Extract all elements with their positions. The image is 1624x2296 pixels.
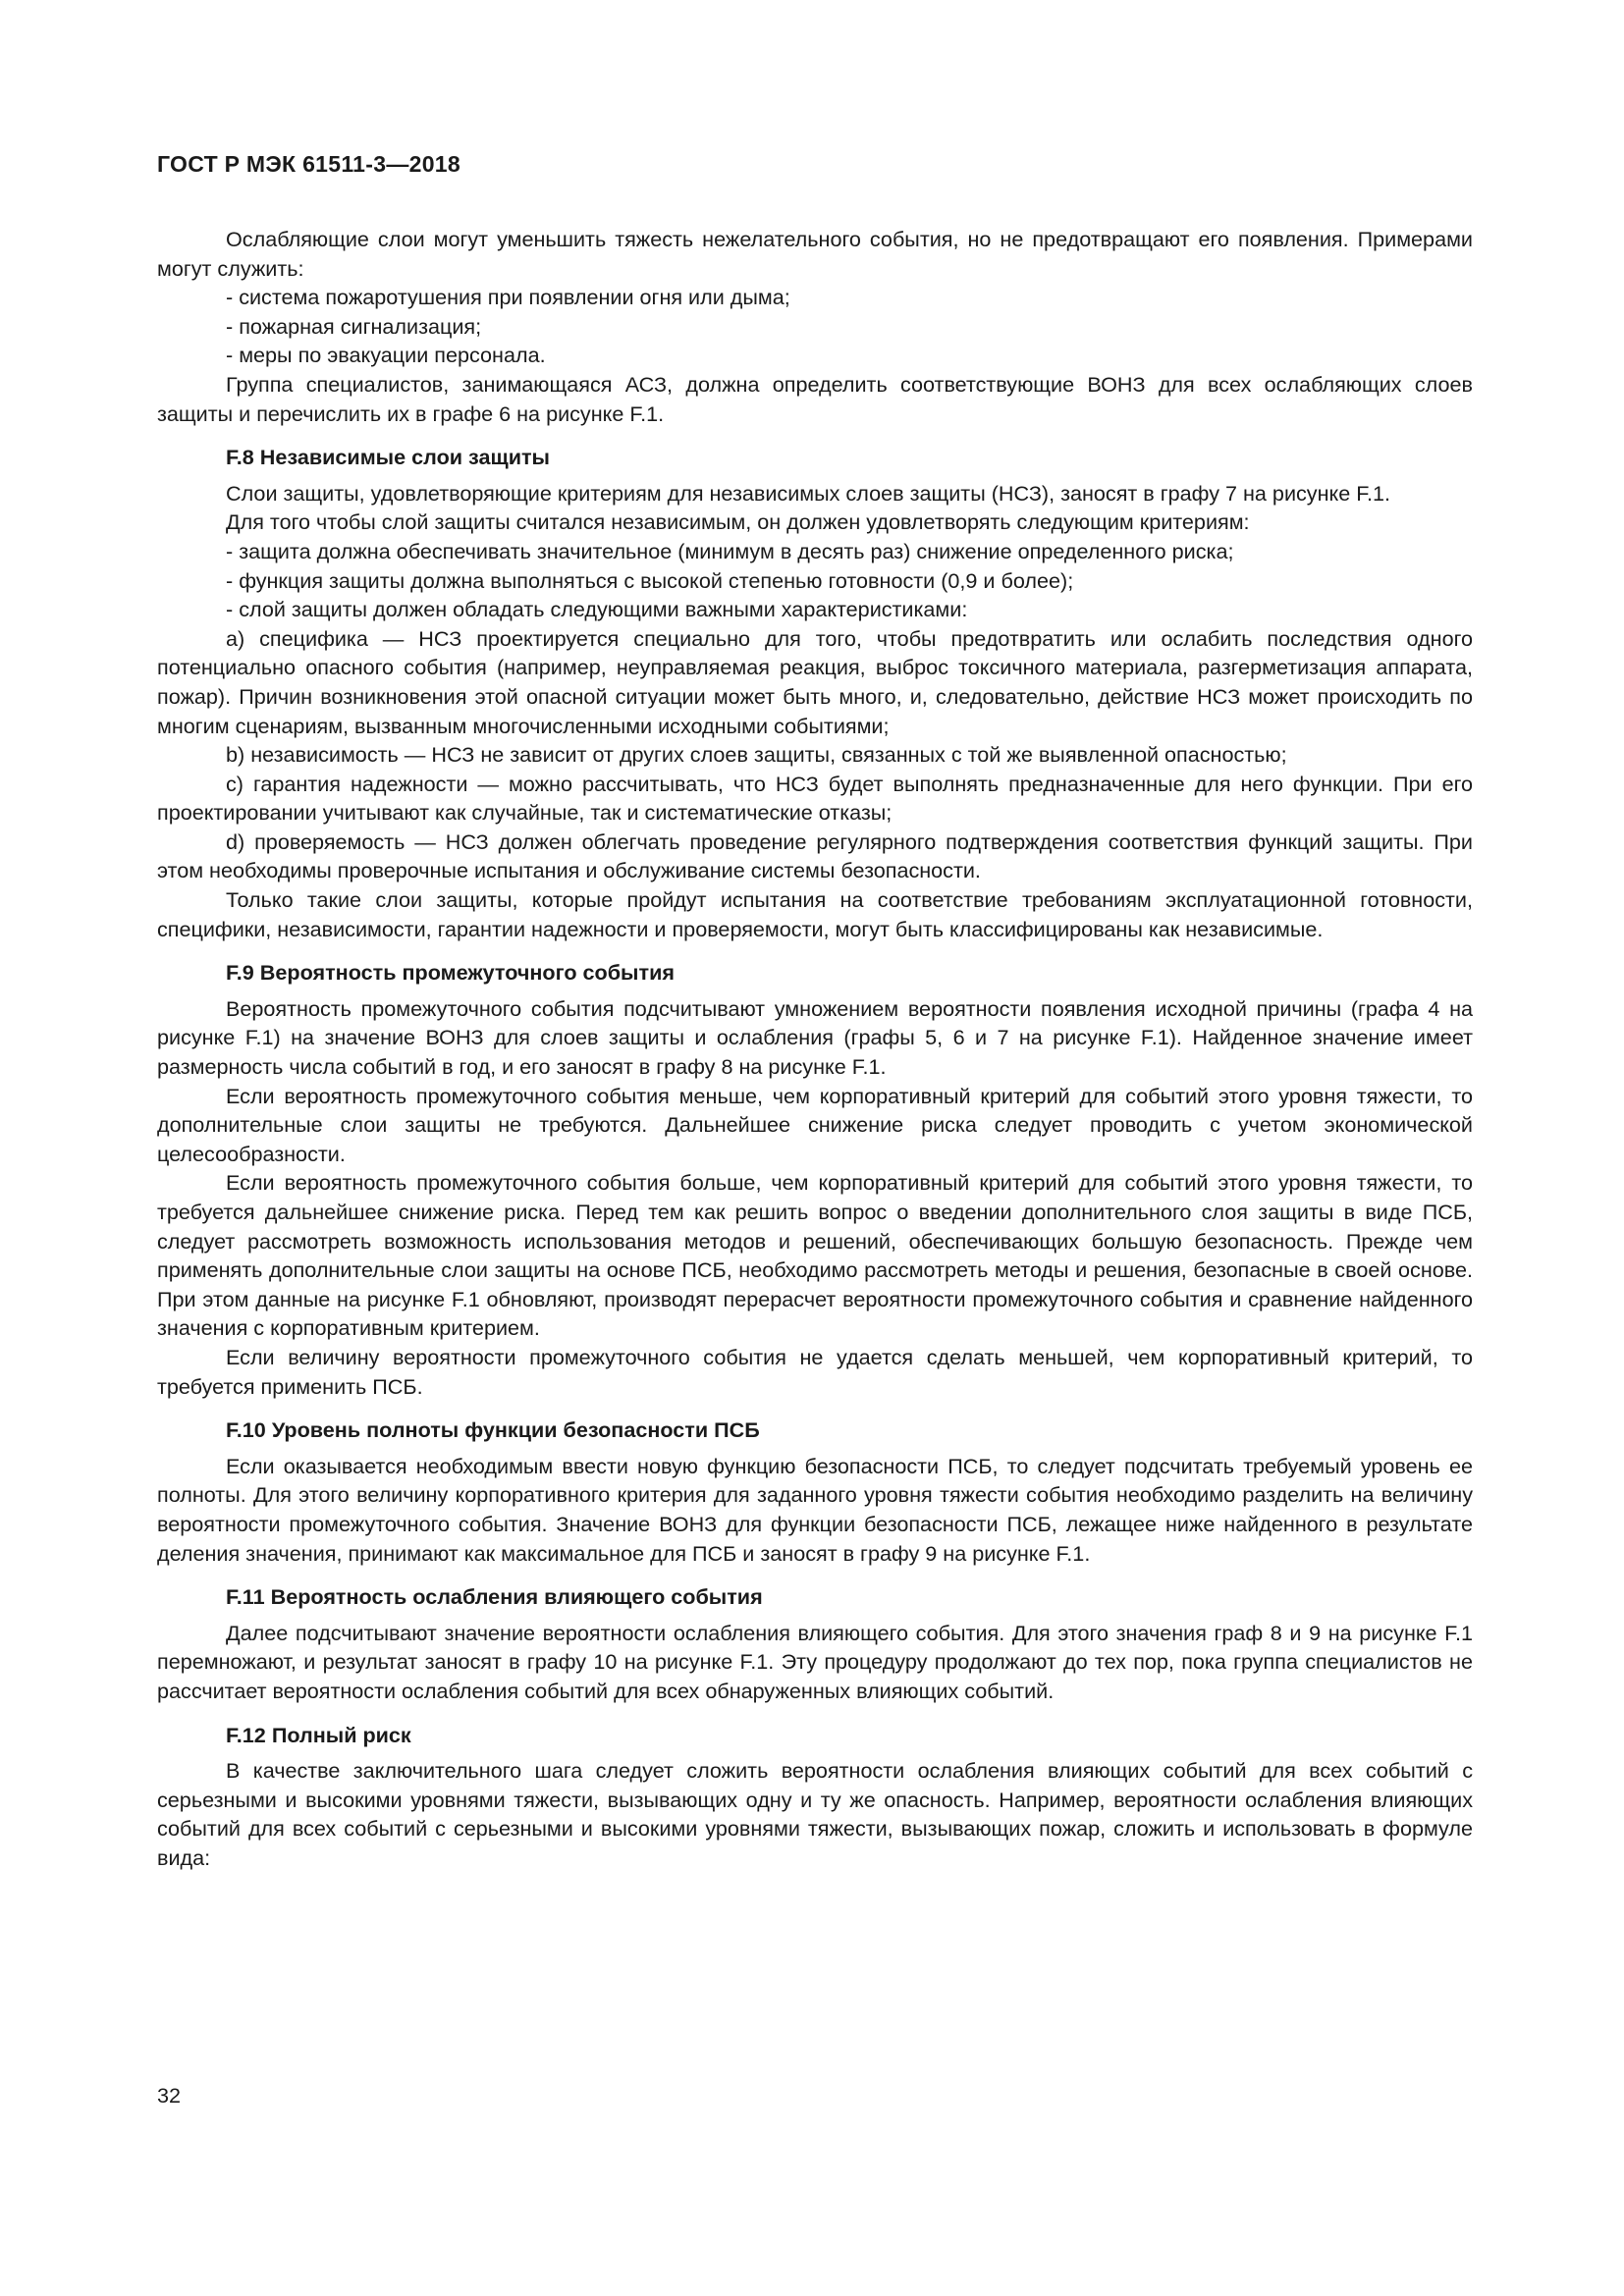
- list-item: - система пожаротушения при появлении огня или дыма;: [226, 285, 790, 310]
- paragraph: Для того чтобы слой защиты считался независимым, он должен удовлетворять следующим критериям:: [226, 509, 1250, 535]
- paragraph: Если величину вероятности промежуточного события не удается сделать меньшей, чем корпоративный критерий, то требуется применить ПСБ.: [157, 1344, 1473, 1399]
- section-heading-f9: F.9 Вероятность промежуточного события: [226, 960, 675, 986]
- paragraph: Только такие слои защиты, которые пройдут испытания на соответствие требованиям эксплуатационной готовности, специфики, независимости, гарантии надежности и проверяемости, могут быть классифицированы как независимые.: [157, 887, 1473, 941]
- paragraph-criterion-b: b) независимость — НСЗ не зависит от других слоев защиты, связанных с той же выявленной опасностью;: [226, 742, 1287, 768]
- document-body: [157, 225, 1473, 1872]
- list-item: - пожарная сигнализация;: [226, 313, 482, 339]
- section-heading-f8: F.8 Независимые слои защиты: [226, 445, 550, 470]
- section-heading-f12: F.12 Полный риск: [226, 1722, 411, 1747]
- list-item: - функция защиты должна выполняться с высокой степенью готовности (0,9 и более);: [226, 567, 1074, 593]
- paragraph: Слои защиты, удовлетворяющие критериям для независимых слоев защиты (НСЗ), заносят в графу 7 на рисунке F.1.: [226, 480, 1391, 506]
- paragraph: Если оказывается необходимым ввести новую функцию безопасности ПСБ, то следует подсчитать требуемый уровень ее полноты. Для этого величину корпоративного критерия для заданного уровня тяжести события необходимо разделить на величину вероятности промежуточного события. Значение ВОНЗ для функции безопасности ПСБ, лежащее ниже найденного в результате деления значения, принимают как максимальное для ПСБ и заносят в графу 9 на рисунке F.1.: [157, 1453, 1473, 1566]
- paragraph-criterion-a: a) специфика — НСЗ проектируется специально для того, чтобы предотвратить или ослабить последствия одного потенциально опасного события (например, неуправляемая реакция, выброс токсичного материала, разгерметизация аппарата, пожар). Причин возникновения этой опасной ситуации может быть много, и, следовательно, действие НСЗ может происходить по многим сценариям, вызванным многочисленными исходными событиями;: [157, 625, 1473, 738]
- page-number: 32: [157, 2083, 182, 2108]
- list-item: - защита должна обеспечивать значительное (минимум в десять раз) снижение определенного риска;: [226, 538, 1234, 563]
- paragraph: Если вероятность промежуточного события меньше, чем корпоративный критерий для событий этого уровня тяжести, то дополнительные слои защиты не требуются. Дальнейшее снижение риска следует проводить с учетом экономической целесообразности.: [157, 1083, 1473, 1166]
- list-item: - меры по эвакуации персонала.: [226, 343, 546, 368]
- section-heading-f10: F.10 Уровень полноты функции безопасности ПСБ: [226, 1417, 760, 1443]
- paragraph-criterion-d: d) проверяемость — НСЗ должен облегчать проведение регулярного подтверждения соответствия функций защиты. При этом необходимы проверочные испытания и обслуживание системы безопасности.: [157, 828, 1473, 883]
- section-heading-f11: F.11 Вероятность ослабления влияющего события: [226, 1584, 763, 1610]
- paragraph: В качестве заключительного шага следует сложить вероятности ослабления влияющих событий для всех событий с серьезными и высокими уровнями тяжести, вызывающих одну и ту же опасность. Например, вероятности ослабления влияющих событий для всех событий с серьезными и высокими уровнями тяжести, вызывающих пожар, сложить и использовать в формуле вида:: [157, 1758, 1473, 1870]
- paragraph: Далее подсчитывают значение вероятности ослабления влияющего события. Для этого значения граф 8 и 9 на рисунке F.1 перемножают, и результат заносят в графу 10 на рисунке F.1. Эту процедуру продолжают до тех пор, пока группа специалистов не рассчитает вероятности ослабления событий для всех обнаруженных влияющих событий.: [157, 1620, 1473, 1703]
- paragraph: Вероятность промежуточного события подсчитывают умножением вероятности появления исходной причины (графа 4 на рисунке F.1) на значение ВОНЗ для слоев защиты и ослабления (графы 5, 6 и 7 на рисунке F.1). Найденное значение имеет размерность числа событий в год, и его заносят в графу 8 на рисунке F.1.: [157, 995, 1473, 1080]
- standard-header: ГОСТ Р МЭК 61511-3—2018: [157, 151, 460, 177]
- paragraph: Группа специалистов, занимающаяся АСЗ, должна определить соответствующие ВОНЗ для всех ослабляющих слоев защиты и перечислить их в графе 6 на рисунке F.1.: [157, 371, 1473, 426]
- paragraph: Если вероятность промежуточного события больше, чем корпоративный критерий для событий этого уровня тяжести, то требуется дальнейшее снижение риска. Перед тем как решить вопрос о введении дополнительного слоя защиты в виде ПСБ, следует рассмотреть возможность использования методов и решений, обеспечивающих большую безопасность. Прежде чем применять дополнительные слои защиты на основе ПСБ, необходимо рассмотреть методы и решения, безопасные в своей основе. При этом данные на рисунке F.1 обновляют, производят перерасчет вероятности промежуточного события и сравнение найденного значения с корпоративным критерием.: [157, 1170, 1473, 1341]
- list-item: - слой защиты должен обладать следующими важными характеристиками:: [226, 597, 968, 622]
- paragraph: Ослабляющие слои могут уменьшить тяжесть нежелательного события, но не предотвращают его появления. Примерами могут служить:: [157, 227, 1473, 281]
- paragraph-criterion-c: c) гарантия надежности — можно рассчитывать, что НСЗ будет выполнять предназначенные для него функции. При его проектировании учитывают как случайные, так и систематические отказы;: [157, 771, 1473, 826]
